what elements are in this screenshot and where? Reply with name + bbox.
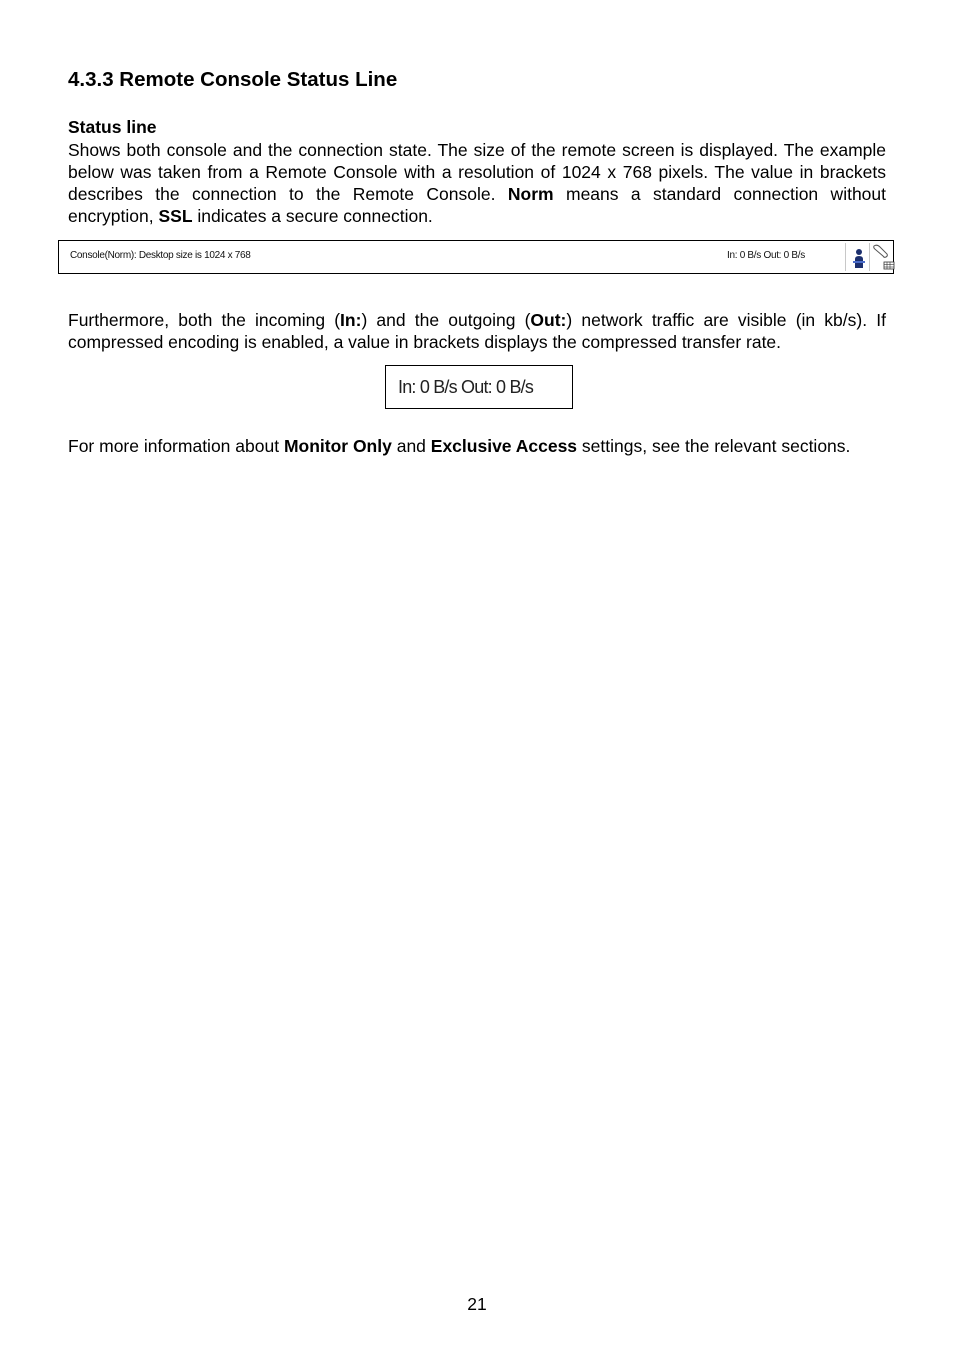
status-line-subheading: Status line [68,117,157,137]
console-status-text: Console(Norm): Desktop size is 1024 x 768 [70,250,251,261]
out-term: Out: [530,310,567,330]
norm-term: Norm [507,184,554,204]
network-traffic-description [68,309,886,353]
p2-text-a: Furthermore, both the incoming ( [68,310,341,330]
p2-text-c: ) network traffic are visible (in kb/s). If compressed encoding is enabled, a value in brackets displays the compressed transfer rate. [68,310,886,352]
ssl-term: SSL [158,206,193,226]
status-line-description [68,139,886,227]
status-separator [869,243,870,271]
section-heading: 4.3.3 Remote Console Status Line [68,68,398,91]
in-term: In: [340,310,362,330]
p3-text-c: settings, see the relevant sections. [577,436,851,456]
remote-console-status-bar-screenshot [58,240,894,274]
traffic-status-text: In: 0 B/s Out: 0 B/s [727,250,805,261]
traffic-display-screenshot [385,365,573,409]
status-separator [845,243,846,271]
p2-text-b: ) and the outgoing ( [361,310,531,330]
user-icon [849,247,869,269]
p3-text-a: For more information about [68,436,284,456]
monitor-only-term: Monitor Only [283,436,392,456]
keyboard-icon [871,243,895,271]
p1-text-a: Shows both console and the connection state. The size of the remote screen is displayed. The example below was taken from a Remote Console with a resolution of 1024 x 768 pixels. The value in brackets describes the connection to the Remote Console. [68,140,886,204]
p1-text-b: means a standard connection without encryption, [68,184,887,226]
exclusive-access-term: Exclusive Access [430,436,578,456]
more-info-paragraph [68,435,886,457]
p1-text-c: indicates a secure connection. [192,206,433,226]
page-number: 21 [467,1294,487,1314]
traffic-display-text: In: 0 B/s Out: 0 B/s [398,377,534,397]
p3-text-b: and [391,436,431,456]
